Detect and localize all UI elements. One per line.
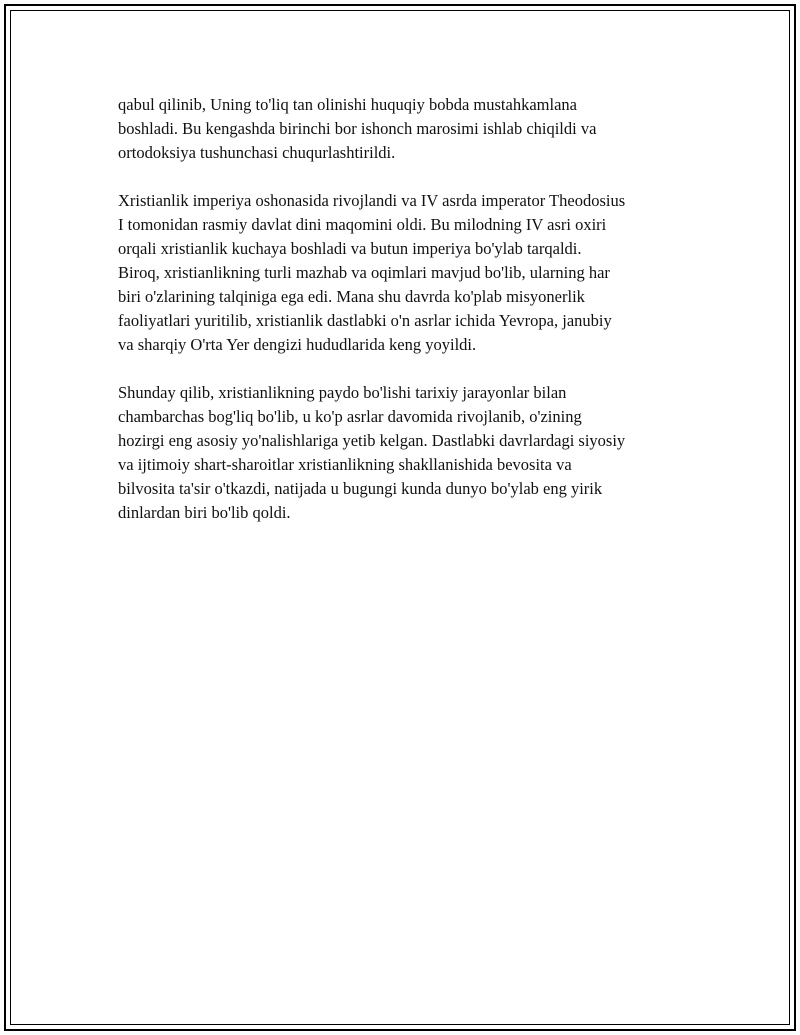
paragraph-2: Xristianlik imperiya oshonasida rivojlandi va IV asrda imperator Theodosius I tomonidan rasmiy davlat dini maqomini oldi. Bu milodning IV asri oxiri orqali xristianlik kuchaya boshladi va butun imperiya bo'ylab tarqaldi. Biroq, xristianlikning turli mazhab va oqimlari mavjud bo'lib, ularning har biri o'zlarining talqiniga ega edi. Mana shu davrda ko'plab misyonerlik faoliyatlari yuritilib, xristianlik dastlabki o'n asrlar ichida Yevropa, janubiy va sharqiy O'rta Yer dengizi hududlarida keng yoyildi.	[118, 191, 626, 354]
document-body	[118, 93, 698, 549]
paragraph-3: Shunday qilib, xristianlikning paydo bo'lishi tarixiy jarayonlar bilan chambarchas bog'liq bo'lib, u ko'p asrlar davomida rivojlanib, o'zining hozirgi eng asosiy yo'nalishlariga yetib kelgan. Dastlabki davrlardagi siyosiy va ijtimoiy shart-sharoitlar xristianlikning shakllanishida bevosita va bilvosita ta'sir o'tkazdi, natijada u bugungi kunda dunyo bo'ylab eng yirik dinlardan biri bo'lib qoldi.	[118, 383, 626, 522]
paragraph-1: qabul qilinib, Uning to'liq tan olinishi huquqiy bobda mustahkamlana boshladi. Bu kengashda birinchi bor ishonch marosimi ishlab chiqildi va ortodoksiya tushunchasi chuqurlashtirildi.	[118, 95, 597, 162]
